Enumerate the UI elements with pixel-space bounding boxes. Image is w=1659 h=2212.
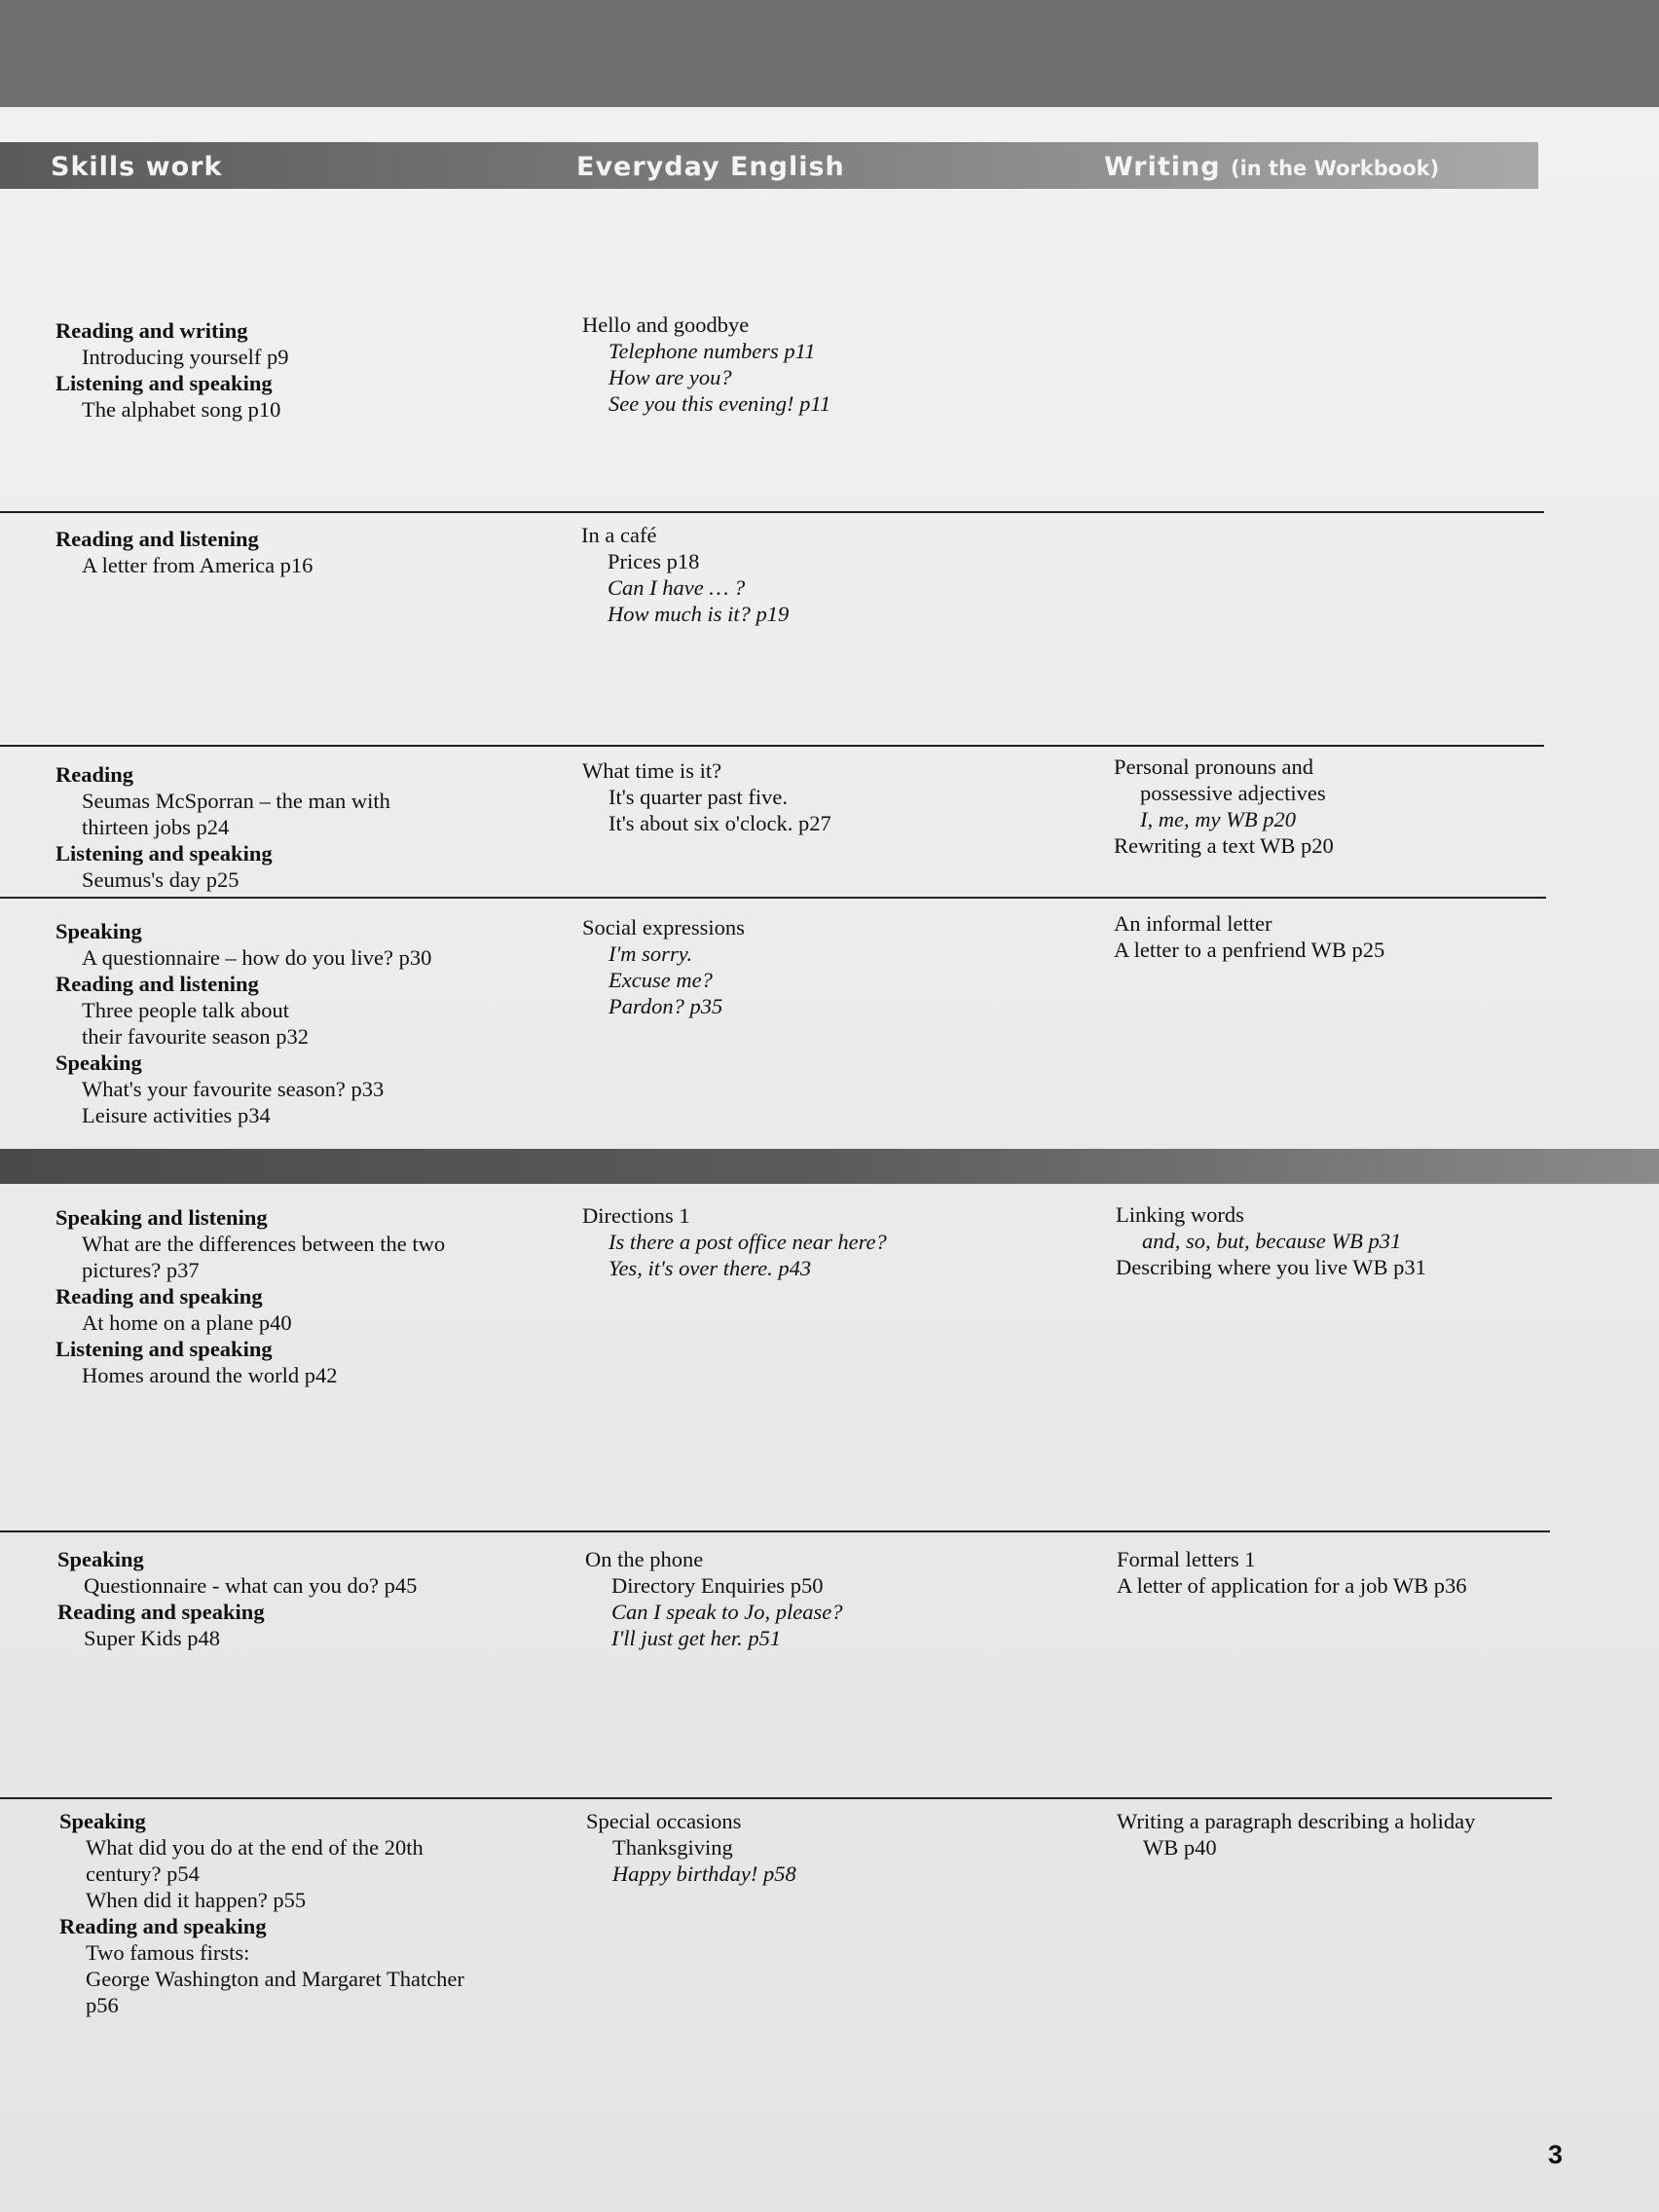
entry-line: Pardon? p35 — [608, 994, 723, 1018]
entry-line: Is there a post office near here? — [608, 1230, 887, 1254]
column-header-bar — [0, 142, 1538, 189]
section-heading: Reading and listening — [55, 527, 259, 551]
entry-line: How are you? — [608, 365, 732, 389]
entry-line: How much is it? p19 — [608, 602, 790, 626]
section-heading: Reading and writing — [55, 318, 248, 343]
entry-line: p56 — [86, 1993, 119, 2017]
entry-line: In a café — [581, 523, 657, 547]
header-writing-note: (in the Workbook) — [1231, 157, 1440, 180]
entry-line: What's your favourite season? p33 — [82, 1077, 385, 1101]
entry-line: Directory Enquiries p50 — [611, 1573, 824, 1598]
writing-cell-row-4 — [1114, 910, 1384, 963]
entry-line: A questionnaire – how do you live? p30 — [82, 945, 432, 970]
entry-line: What are the differences between the two — [82, 1232, 446, 1256]
entry-line: I, me, my WB p20 — [1140, 807, 1296, 831]
entry-line: Super Kids p48 — [84, 1626, 220, 1650]
everyday-cell-row-6 — [585, 1546, 842, 1651]
entry-line: What did you do at the end of the 20th — [86, 1835, 424, 1860]
section-heading: Speaking — [55, 919, 142, 943]
entry-line: Happy birthday! p58 — [612, 1862, 796, 1886]
everyday-cell-row-4 — [582, 914, 745, 1019]
entry-line: Can I speak to Jo, please? — [611, 1600, 843, 1624]
entry-line: Writing a paragraph describing a holiday — [1117, 1809, 1476, 1833]
entry-line: On the phone — [585, 1547, 704, 1571]
entry-line: Rewriting a text WB p20 — [1114, 833, 1334, 858]
section-heading: Listening and speaking — [55, 371, 273, 395]
entry-line: Excuse me? — [608, 968, 713, 992]
section-heading: Speaking and listening — [55, 1205, 268, 1230]
writing-cell-row-5 — [1116, 1201, 1426, 1280]
header-skills-work: Skills work — [51, 152, 223, 182]
skills-cell-row-2 — [55, 526, 313, 578]
section-heading: Speaking — [55, 1051, 142, 1075]
entry-line: Directions 1 — [582, 1203, 690, 1228]
section-band — [0, 1149, 1659, 1184]
section-heading: Reading and speaking — [57, 1600, 265, 1624]
skills-cell-row-3 — [55, 761, 390, 893]
entry-line: The alphabet song p10 — [82, 397, 281, 422]
writing-cell-row-6 — [1117, 1546, 1467, 1599]
entry-line: Introducing yourself p9 — [82, 345, 289, 369]
entry-line: A letter to a penfriend WB p25 — [1114, 938, 1385, 962]
entry-line: When did it happen? p55 — [86, 1888, 307, 1912]
entry-line: Seumus's day p25 — [82, 867, 240, 892]
row-divider — [0, 745, 1544, 747]
entry-line: Describing where you live WB p31 — [1116, 1255, 1426, 1279]
entry-line: Yes, it's over there. p43 — [608, 1256, 812, 1280]
writing-cell-row-7 — [1117, 1808, 1475, 1861]
section-heading: Speaking — [59, 1809, 146, 1833]
row-divider — [0, 897, 1546, 899]
header-writing — [1104, 142, 1439, 189]
section-heading: Reading and speaking — [55, 1284, 263, 1309]
section-heading: Listening and speaking — [55, 1337, 273, 1361]
entry-line: It's about six o'clock. p27 — [608, 811, 831, 835]
entry-line: Three people talk about — [82, 998, 290, 1022]
section-heading: Reading and speaking — [59, 1914, 267, 1938]
entry-line: George Washington and Margaret Thatcher — [86, 1967, 464, 1991]
everyday-cell-row-1 — [582, 312, 830, 417]
header-writing-label: Writing — [1104, 152, 1221, 182]
header-everyday-english: Everyday English — [576, 152, 845, 182]
entry-line: Prices p18 — [608, 549, 700, 573]
section-heading: Reading and listening — [55, 972, 259, 996]
entry-line: Questionnaire - what can you do? p45 — [84, 1573, 418, 1598]
entry-line: thirteen jobs p24 — [82, 815, 230, 839]
entry-line: See you this evening! p11 — [608, 391, 831, 416]
entry-line: Special occasions — [586, 1809, 742, 1833]
entry-line: It's quarter past five. — [608, 785, 788, 809]
entry-line: Seumas McSporran – the man with — [82, 789, 390, 813]
everyday-cell-row-2 — [581, 522, 789, 627]
page-number: 3 — [1548, 2140, 1564, 2169]
entry-line: Hello and goodbye — [582, 313, 750, 337]
entry-line: Can I have … ? — [608, 575, 746, 600]
row-divider — [0, 1530, 1550, 1532]
entry-line: A letter of application for a job WB p36 — [1117, 1573, 1467, 1598]
entry-line: their favourite season p32 — [82, 1024, 310, 1049]
entry-line: possessive adjectives — [1140, 781, 1326, 805]
entry-line: Personal pronouns and — [1114, 755, 1313, 779]
entry-line: Telephone numbers p11 — [608, 339, 816, 363]
writing-cell-row-3 — [1114, 754, 1334, 859]
entry-line: WB p40 — [1143, 1835, 1217, 1860]
skills-cell-row-7 — [59, 1808, 464, 2018]
entry-line: and, so, but, because WB p31 — [1142, 1229, 1402, 1253]
entry-line: Social expressions — [582, 915, 745, 940]
row-divider — [0, 1797, 1552, 1799]
section-heading: Speaking — [57, 1547, 144, 1571]
entry-line: Linking words — [1116, 1202, 1244, 1227]
entry-line: century? p54 — [86, 1862, 200, 1886]
skills-cell-row-4 — [55, 918, 431, 1128]
entry-line: An informal letter — [1114, 911, 1272, 936]
skills-cell-row-1 — [55, 317, 288, 423]
everyday-cell-row-5 — [582, 1202, 887, 1281]
entry-line: Two famous firsts: — [86, 1940, 250, 1965]
entry-line: I'll just get her. p51 — [611, 1626, 782, 1650]
section-heading: Listening and speaking — [55, 841, 273, 866]
skills-cell-row-6 — [57, 1546, 417, 1651]
entry-line: At home on a plane p40 — [82, 1310, 292, 1335]
entry-line: What time is it? — [582, 758, 722, 783]
skills-cell-row-5 — [55, 1204, 445, 1388]
entry-line: Homes around the world p42 — [82, 1363, 338, 1387]
entry-line: I'm sorry. — [608, 941, 693, 966]
entry-line: Thanksgiving — [612, 1835, 733, 1860]
everyday-cell-row-7 — [586, 1808, 796, 1887]
entry-line: Formal letters 1 — [1117, 1547, 1256, 1571]
entry-line: Leisure activities p34 — [82, 1103, 271, 1127]
entry-line: A letter from America p16 — [82, 553, 313, 577]
section-heading: Reading — [55, 762, 134, 787]
entry-line: pictures? p37 — [82, 1258, 200, 1282]
everyday-cell-row-3 — [582, 757, 831, 836]
row-divider — [0, 511, 1544, 513]
